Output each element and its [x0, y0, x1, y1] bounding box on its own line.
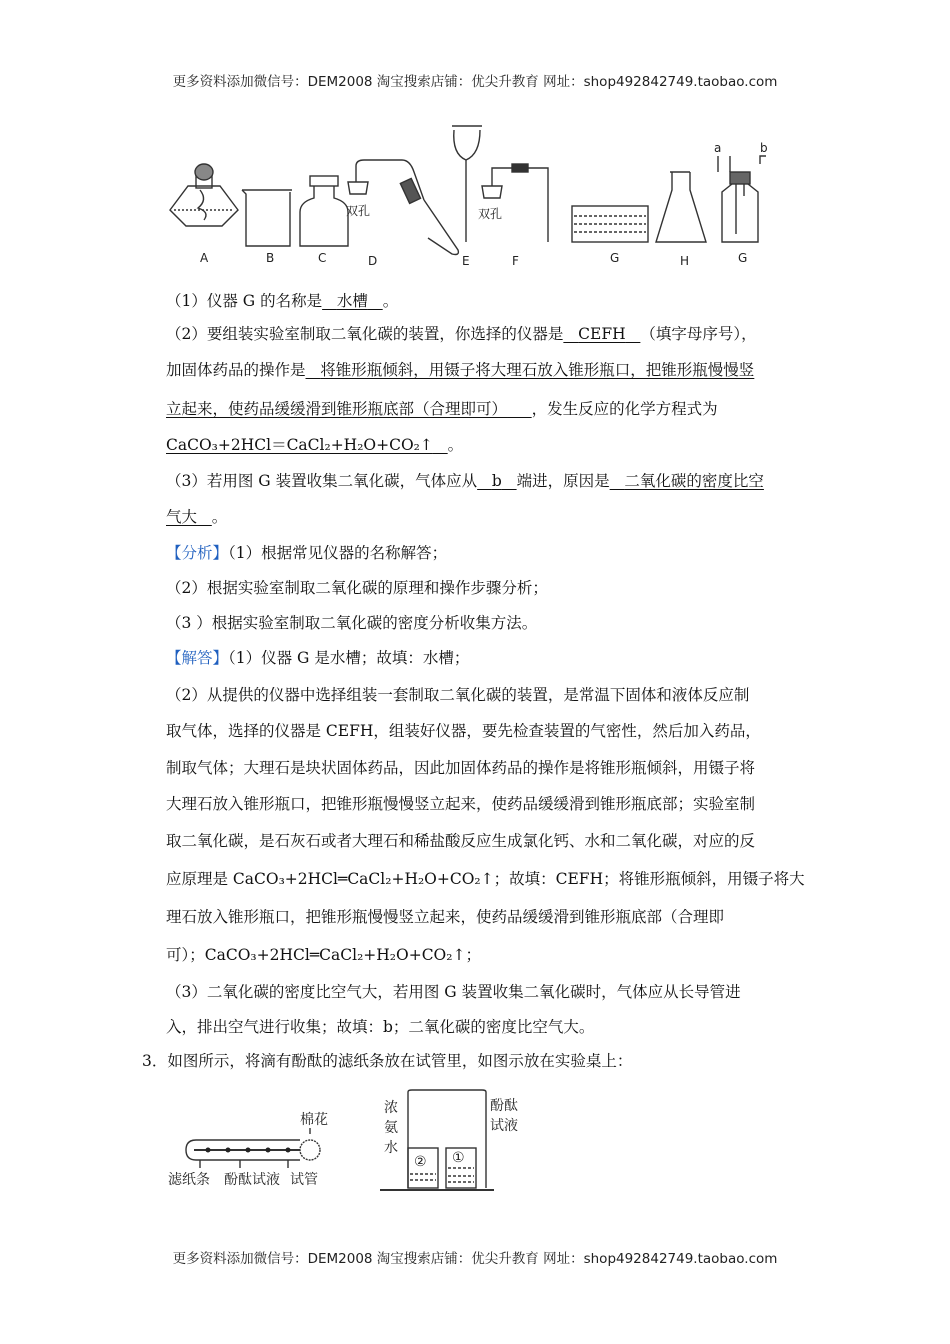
analysis-line-2: （2）根据实验室制取二氧化碳的原理和操作步骤分析；: [166, 579, 548, 597]
ammonia-experiment-figure: [160, 1088, 540, 1198]
solution-line: 取二氧化碳，是石灰石或者大理石和稀盐酸反应生成氯化钙、水和二氧化碳，对应的反: [166, 832, 756, 850]
equation-answer: CaCO₃+2HCl＝CaCl₂+H₂O+CO₂↑: [166, 436, 433, 454]
analysis-line-3: （3 ）根据实验室制取二氧化碳的密度分析收集方法。: [166, 614, 538, 632]
solution-line: 可）；CaCO₃+2HCl═CaCl₂+H₂O+CO₂↑；: [166, 946, 481, 964]
stopper-label-f: 双孔: [478, 207, 503, 221]
q1-answer: 水槽: [336, 292, 368, 310]
page-header: 更多资料添加微信号：DEM2008 淘宝搜索店铺：优尖升教育 网址：shop492842749.taobao.com: [172, 74, 778, 90]
beaker-b: [242, 190, 292, 246]
beaker-1-label: ①: [452, 1150, 465, 1166]
alcohol-lamp-a: [170, 164, 238, 226]
label-g: G: [610, 251, 620, 265]
label-b: B: [266, 251, 275, 265]
q2-line-3: 立起来，使药品缓缓滑到锥形瓶底部（合理即可） ，发生反应的化学方程式为: [166, 400, 718, 418]
solution-line: （2）从提供的仪器中选择组装一套制取二氧化碳的装置，是常温下固体和液体反应制: [166, 686, 750, 704]
q3-line-1: （3）若用图 G 装置收集二氧化碳，气体应从 b 端进，原因是 二氧化碳的密度比空: [166, 472, 764, 490]
label-c: C: [318, 251, 327, 265]
beaker-2-label: ②: [414, 1154, 427, 1170]
solution-line: 大理石放入锥形瓶口，把锥形瓶慢慢竖立起来，使药品缓缓滑到锥形瓶底部；实验室制: [166, 795, 756, 813]
port-label-a: a: [714, 141, 722, 155]
ammonia-label-2: 氨: [384, 1120, 398, 1136]
label-d: D: [368, 254, 378, 268]
analysis-tag: 【分析】: [166, 544, 229, 562]
solution-line-1: 【解答】（1）仪器 G 是水槽；故填：水槽；: [166, 649, 470, 667]
solution-line: 应原理是 CaCO₃+2HCl═CaCl₂+H₂O+CO₂↑；故填：CEFH；将锥形瓶倾斜，用镊子将大: [166, 870, 805, 888]
solution-line: 制取气体；大理石是块状固体药品，因此加固体药品的操作是将锥形瓶倾斜，用镊子将: [166, 759, 756, 777]
water-trough-g: [572, 206, 648, 242]
stopper-label-d: 双孔: [346, 204, 371, 218]
q2-line-2: 加固体药品的操作是 将锥形瓶倾斜，用镊子将大理石放入锥形瓶口，把锥形瓶慢慢竖: [166, 361, 755, 379]
label-h: H: [680, 254, 690, 268]
label-g2: G: [738, 251, 748, 265]
cotton-label: 棉花: [300, 1112, 328, 1128]
solution-line: 理石放入锥形瓶口，把锥形瓶慢慢竖立起来，使药品缓缓滑到锥形瓶底部（合理即: [166, 908, 725, 926]
port-label-b: b: [760, 141, 768, 155]
apparatus-figure: [160, 120, 800, 270]
filter-strip-label: 滤纸条: [168, 1172, 210, 1188]
q2-line-4: CaCO₃+2HCl＝CaCl₂+H₂O+CO₂↑ 。: [166, 436, 464, 454]
label-e: E: [462, 254, 470, 268]
stopper-tube-f: [482, 164, 548, 242]
q3-line-2: 气大 。: [166, 508, 228, 526]
question-3: 3．如图所示，将滴有酚酞的滤纸条放在试管里，如图示放在实验桌上：: [142, 1052, 633, 1070]
gas-bottle-g: [718, 156, 766, 242]
solution-line: 取气体，选择的仪器是 CEFH，组装好仪器，要先检查装置的气密性，然后加入药品，: [166, 722, 761, 740]
q2-answer-1: CEFH: [578, 325, 626, 343]
phenol-label: 酚酞试液: [224, 1172, 280, 1188]
phenol-right-1: 酚酞: [490, 1098, 518, 1114]
test-tube: [186, 1128, 320, 1168]
bottle-c: [300, 176, 348, 246]
q2-line-1: （2）要组装实验室制取二氧化碳的装置，你选择的仪器是 CEFH （填字母序号），: [166, 325, 757, 343]
label-a: A: [200, 251, 209, 265]
long-funnel-e: [452, 126, 482, 242]
solution-line: （3）二氧化碳的密度比空气大，若用图 G 装置收集二氧化碳时，气体应从长导管进: [166, 983, 741, 1001]
ammonia-label-3: 水: [384, 1140, 398, 1156]
ammonia-label-1: 浓: [384, 1100, 398, 1116]
test-tube-label: 试管: [290, 1172, 318, 1188]
phenol-right-2: 试液: [490, 1118, 518, 1134]
label-f: F: [512, 254, 519, 268]
solution-tag: 【解答】: [166, 649, 229, 667]
q1-line: （1）仪器 G 的名称是 水槽 。: [166, 292, 399, 310]
analysis-line-1: 【分析】（1）根据常见仪器的名称解答；: [166, 544, 448, 562]
solution-line: 入，排出空气进行收集；故填：b；二氧化碳的密度比空气大。: [166, 1018, 595, 1036]
conical-flask-h: [656, 172, 706, 242]
page-footer: 更多资料添加微信号：DEM2008 淘宝搜索店铺：优尖升教育 网址：shop492842749.taobao.com: [172, 1251, 778, 1267]
